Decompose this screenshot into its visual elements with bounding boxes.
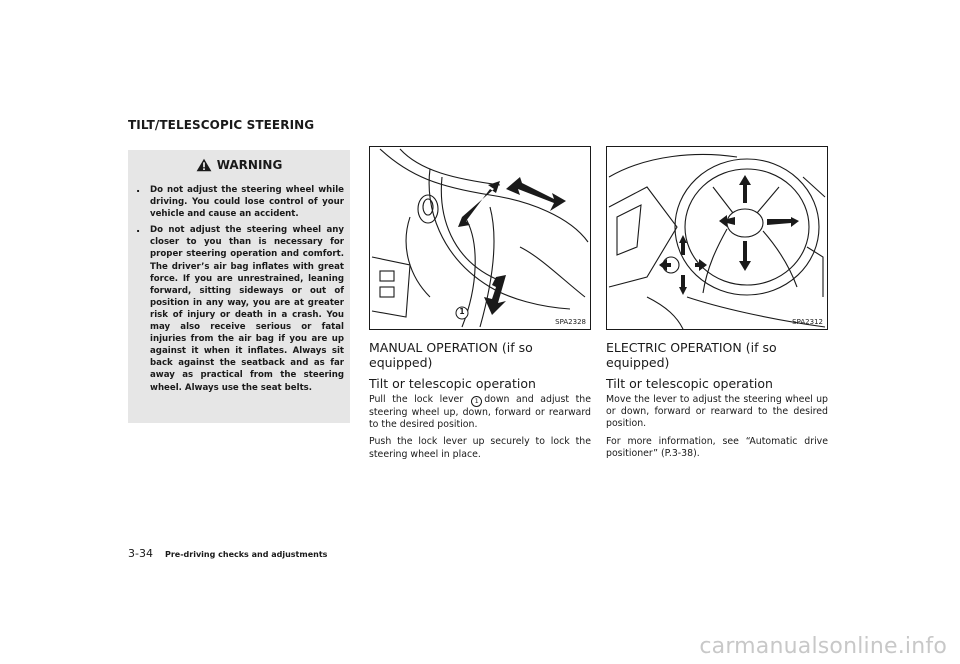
manual-paragraph-2: Push the lock lever up securely to lock the steering wheel in place. [369, 436, 591, 460]
watermark: carmanualsonline.info [699, 634, 947, 659]
warning-heading [128, 158, 350, 172]
callout-number-inline: 1 [471, 396, 482, 407]
electric-heading: ELECTRIC OPERATION (if so equipped) [606, 340, 777, 370]
electric-steering-figure [606, 146, 828, 330]
electric-paragraph-1: Move the lever to adjust the steering wheel up or down, forward or rearward to the desired position. [606, 394, 828, 430]
warning-list [134, 184, 344, 398]
warning-heading-text: WARNING [216, 158, 283, 172]
figure-label: SPA2328 [555, 318, 586, 326]
electric-steering-illustration [607, 147, 827, 329]
page-number: 3-34 [128, 547, 153, 560]
manual-paragraph-1: Pull the lock lever 1 down and adjust the steering wheel up, down, forward or rearward to the desired position. [369, 394, 591, 431]
footer-section-title: Pre-driving checks and adjustments [165, 550, 328, 559]
manual-heading: MANUAL OPERATION (if so equipped) [369, 340, 533, 370]
manual-steering-illustration [370, 147, 590, 329]
manual-subheading: Tilt or telescopic operation [369, 376, 536, 391]
warning-item: . Do not adjust the steering wheel any closer to you than is necessary for proper steering operation and comfort. The driver’s air bag inflates with great force. If you are unrestrained, leaning forward, sitting sideways or out of position in any way, you are at greater risk of injury or death in a crash. You may also receive serious or fatal injuries from the air bag if you are up against it when it inflates. Always sit back against the seatback and as far away as practical from the steering wheel. Always use the seat belts. [134, 224, 344, 393]
warning-box [128, 150, 350, 423]
section-title: TILT/TELESCOPIC STEERING [128, 118, 315, 132]
callout-number: 1 [459, 307, 465, 316]
figure-label: SPA2312 [792, 318, 823, 326]
warning-triangle-icon [196, 158, 212, 172]
electric-operation-section [606, 340, 828, 460]
manual-operation-section [369, 340, 591, 461]
warning-item: . Do not adjust the steering wheel while driving. You could lose control of your vehicle and cause an accident. [134, 184, 344, 220]
manual-steering-figure [369, 146, 591, 330]
electric-paragraph-2: For more information, see “Automatic drive positioner” (P.3-38). [606, 435, 828, 459]
electric-subheading: Tilt or telescopic operation [606, 376, 773, 391]
